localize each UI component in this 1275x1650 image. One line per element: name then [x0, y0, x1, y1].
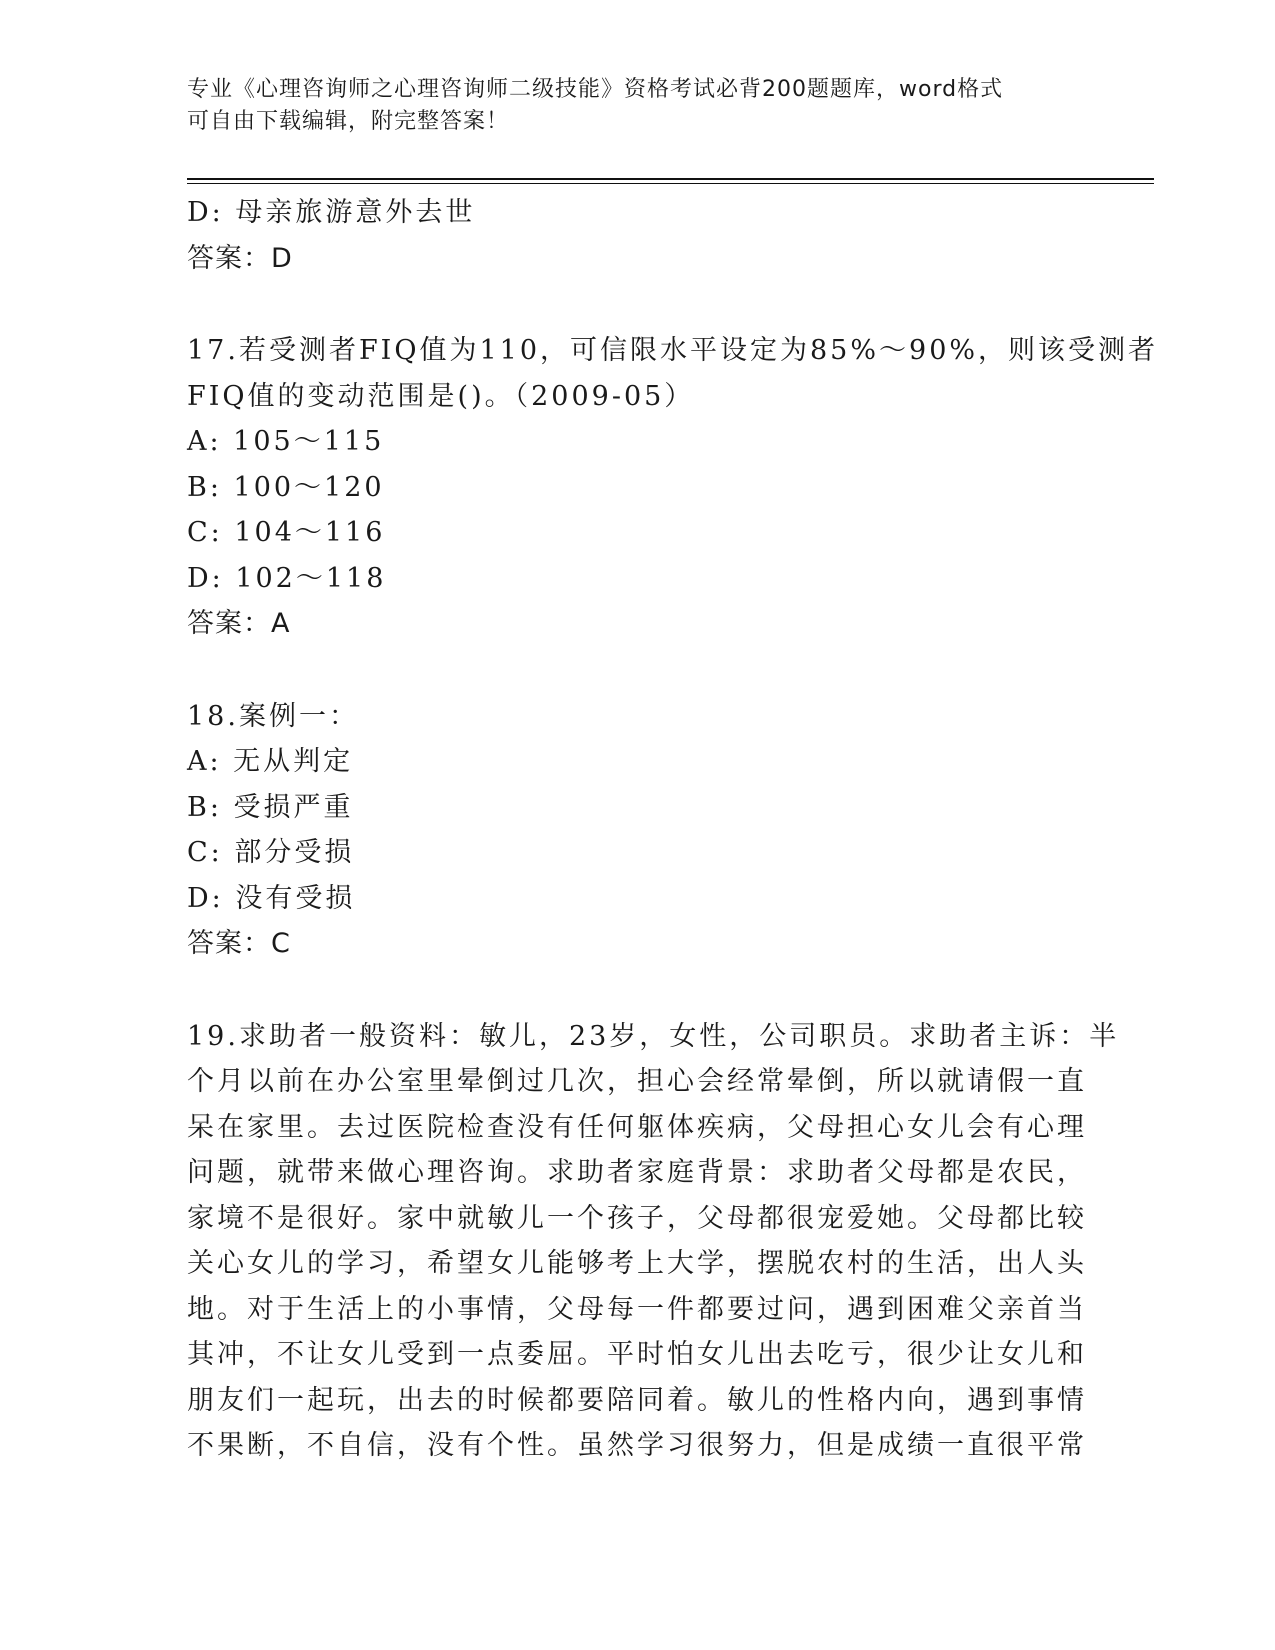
question-17-stem-line-1: 17.若受测者FIQ值为110，可信限水平设定为85%～90%，则该受测者 [187, 335, 1159, 366]
question-content [187, 190, 1159, 1469]
spacer [187, 647, 1087, 694]
question-18-option-d: D: 没有受损 [187, 882, 356, 914]
question-19-line: 关心女儿的学习，希望女儿能够考上大学，摆脱农村的生活，出人头 [187, 1248, 1087, 1279]
question-17-option-d: D: 102～118 [187, 562, 387, 594]
question-16-answer: 答案：D [187, 242, 293, 274]
header-title-line-1: 专业《心理咨询师之心理咨询师二级技能》资格考试必背200题题库，word格式 [187, 77, 1004, 102]
question-17-option-b: B: 100～120 [187, 471, 385, 503]
header-divider-thin [187, 183, 1154, 184]
question-19-line: 呆在家里。去过医院检查没有任何躯体疾病，父母担心女儿会有心理 [187, 1111, 1087, 1143]
question-16-tail [187, 190, 1087, 281]
question-18-stem: 18.案例一： [187, 700, 359, 732]
question-19-line: 个月以前在办公室里晕倒过几次，担心会经常晕倒，所以就请假一直 [187, 1066, 1087, 1097]
question-16-option-d: D: 母亲旅游意外去世 [187, 197, 476, 228]
question-19-line: 其冲，不让女儿受到一点委屈。平时怕女儿出去吃亏，很少让女儿和 [187, 1339, 1087, 1370]
question-18 [187, 694, 1087, 967]
question-19-line: 不果断，不自信，没有个性。虽然学习很努力，但是成绩一直很平常 [187, 1430, 1087, 1461]
spacer [187, 281, 1087, 328]
question-18-option-b: B: 受损严重 [187, 791, 354, 823]
question-17-option-c: C: 104～116 [187, 517, 386, 548]
question-19-line: 19.求助者一般资料：敏儿，23岁，女性，公司职员。求助者主诉：半 [187, 1020, 1120, 1052]
question-19-line: 家境不是很好。家中就敏儿一个孩子，父母都很宠爱她。父母都比较 [187, 1202, 1087, 1234]
question-18-option-c: C: 部分受损 [187, 837, 355, 868]
page-header [187, 74, 1067, 138]
spacer [187, 967, 1087, 1014]
header-title-line-2: 可自由下载编辑，附完整答案！ [187, 109, 510, 134]
question-17-answer: 答案：A [187, 608, 291, 639]
question-18-option-a: A: 无从判定 [187, 746, 354, 777]
question-17 [187, 328, 1159, 647]
question-19-line: 问题，就带来做心理咨询。求助者家庭背景：求助者父母都是农民， [187, 1157, 1087, 1188]
question-19-stem [187, 1014, 1120, 1469]
question-17-stem-line-2: FIQ值的变动范围是()。（2009-05） [187, 380, 695, 412]
header-divider-thick [187, 178, 1154, 180]
question-18-answer: 答案：C [187, 928, 291, 959]
question-19-line: 朋友们一起玩，出去的时候都要陪同着。敏儿的性格内向，遇到事情 [187, 1384, 1087, 1416]
question-17-option-a: A: 105～115 [187, 426, 385, 457]
question-19-line: 地。对于生活上的小事情，父母每一件都要过问，遇到困难父亲首当 [187, 1293, 1087, 1325]
